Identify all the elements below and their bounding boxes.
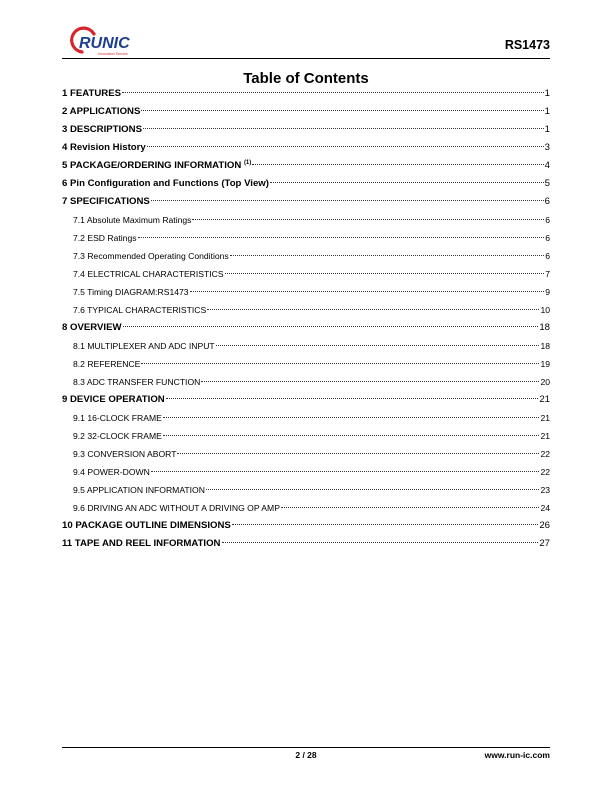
toc-entry-text: 9.6 DRIVING AN ADC WITHOUT A DRIVING OP AMP — [73, 503, 280, 513]
toc-entry[interactable] — [62, 229, 550, 247]
toc-entry-title — [62, 193, 150, 211]
toc-entry-page: 26 — [539, 520, 550, 531]
toc-entry-text: 4 Revision History — [62, 142, 146, 153]
dot-leader — [141, 363, 539, 364]
dot-leader — [222, 542, 539, 543]
toc-entry-text: 9.5 APPLICATION INFORMATION — [73, 485, 205, 495]
part-number: RS1473 — [504, 38, 550, 52]
toc-entry-title — [62, 85, 121, 103]
toc-entry[interactable] — [62, 337, 550, 355]
toc-entry-page: 5 — [544, 178, 550, 189]
toc-entry-text: 10 PACKAGE OUTLINE DIMENSIONS — [62, 520, 231, 531]
toc-entry-text: 8 OVERVIEW — [62, 322, 122, 333]
toc-entry-text: 7.5 Timing DIAGRAM:RS1473 — [73, 287, 189, 297]
dot-leader — [147, 146, 544, 147]
toc-entry-page: 21 — [540, 431, 550, 441]
dot-leader — [163, 435, 540, 436]
toc-entry-page: 9 — [545, 287, 550, 297]
toc-entry-title — [73, 463, 150, 481]
toc-entry[interactable] — [62, 85, 550, 103]
dot-leader — [252, 164, 543, 165]
toc-entry-page: 6 — [545, 233, 550, 243]
toc-entry[interactable] — [62, 427, 550, 445]
toc-entry-title — [73, 481, 205, 499]
toc-entry[interactable] — [62, 391, 550, 409]
toc-entry-page: 6 — [545, 215, 550, 225]
toc-entry-text: 11 TAPE AND REEL INFORMATION — [62, 538, 221, 549]
footer-divider — [62, 747, 550, 748]
dot-leader — [232, 524, 539, 525]
toc-entry[interactable] — [62, 283, 550, 301]
toc-entry[interactable] — [62, 319, 550, 337]
dot-leader — [151, 200, 544, 201]
toc-entry-text: 7 SPECIFICATIONS — [62, 196, 150, 207]
toc-entry-title — [73, 355, 140, 373]
toc-entry-text: 7.3 Recommended Operating Conditions — [73, 251, 229, 261]
toc-entry-text: 8.1 MULTIPLEXER AND ADC INPUT — [73, 341, 215, 351]
toc-entry[interactable] — [62, 409, 550, 427]
toc-entry-page: 4 — [544, 160, 550, 171]
table-of-contents — [62, 85, 550, 553]
toc-entry-title — [62, 175, 269, 193]
toc-entry-page: 21 — [540, 413, 550, 423]
toc-entry-text: 6 Pin Configuration and Functions (Top View) — [62, 178, 269, 189]
toc-entry-title — [73, 247, 229, 265]
logo-wordmark: RUNIC — [79, 35, 130, 52]
toc-entry-page: 19 — [540, 359, 550, 369]
toc-entry-page: 20 — [540, 377, 550, 387]
toc-entry-text: 9.4 POWER-DOWN — [73, 467, 150, 477]
toc-entry-page: 1 — [544, 88, 550, 99]
toc-entry-text: 8.2 REFERENCE — [73, 359, 141, 369]
dot-leader — [216, 345, 540, 346]
toc-entry[interactable] — [62, 535, 550, 553]
toc-entry-page: 24 — [540, 503, 550, 513]
toc-entry-text: 9.2 32-CLOCK FRAME — [73, 431, 162, 441]
page-header — [62, 24, 550, 60]
toc-entry[interactable] — [62, 499, 550, 517]
toc-entry[interactable] — [62, 139, 550, 157]
toc-entry-page: 22 — [540, 467, 550, 477]
toc-title: Table of Contents — [243, 70, 369, 87]
toc-entry-title — [73, 283, 189, 301]
toc-entry-text: 7.6 TYPICAL CHARACTERISTICS — [73, 305, 207, 315]
toc-entry[interactable] — [62, 517, 550, 535]
toc-entry-page: 1 — [544, 106, 550, 117]
dot-leader — [230, 255, 544, 256]
toc-entry-title — [73, 337, 215, 355]
toc-entry[interactable] — [62, 103, 550, 121]
toc-entry-page: 23 — [540, 485, 550, 495]
toc-entry-footnote-marker: (1) — [243, 159, 252, 166]
toc-entry[interactable] — [62, 157, 550, 175]
toc-entry-title — [62, 319, 122, 337]
toc-entry-title — [62, 535, 221, 553]
toc-entry-page: 18 — [539, 322, 550, 333]
toc-entry-title — [73, 211, 191, 229]
toc-entry-text: 7.1 Absolute Maximum Ratings — [73, 215, 192, 225]
toc-entry-page: 3 — [544, 142, 550, 153]
toc-entry-text: 1 FEATURES — [62, 88, 121, 99]
toc-entry-title — [62, 391, 165, 409]
toc-entry-title — [73, 409, 162, 427]
toc-entry-text: 7.2 ESD Ratings — [73, 233, 137, 243]
website-link[interactable]: www.run-ic.com — [484, 750, 550, 760]
toc-entry[interactable] — [62, 301, 550, 319]
toc-entry[interactable] — [62, 247, 550, 265]
toc-entry[interactable] — [62, 193, 550, 211]
toc-entry[interactable] — [62, 175, 550, 193]
toc-entry-page: 1 — [544, 124, 550, 135]
toc-entry-title — [73, 499, 280, 517]
toc-entry-text: 8.3 ADC TRANSFER FUNCTION — [73, 377, 201, 387]
toc-entry-title — [73, 373, 200, 391]
toc-entry-page: 6 — [545, 251, 550, 261]
toc-entry-title — [73, 445, 176, 463]
dot-leader — [143, 128, 544, 129]
toc-entry[interactable] — [62, 355, 550, 373]
dot-leader — [206, 489, 539, 490]
toc-entry-title — [73, 229, 137, 247]
dot-leader — [122, 92, 544, 93]
toc-entry-text: 9 DEVICE OPERATION — [62, 394, 165, 405]
toc-entry-title — [62, 139, 146, 157]
dot-leader — [190, 291, 545, 292]
dot-leader — [207, 309, 539, 310]
dot-leader — [201, 381, 539, 382]
toc-entry[interactable] — [62, 265, 550, 283]
logo-tagline: Innovation Service — [98, 52, 128, 56]
page-indicator: 2 / 28 — [295, 750, 317, 760]
toc-entry-page: 6 — [544, 196, 550, 207]
toc-entry-text: 7.4 ELECTRICAL CHARACTERISTICS — [73, 269, 224, 279]
toc-entry-page: 18 — [540, 341, 550, 351]
toc-entry-title — [62, 517, 231, 535]
toc-entry[interactable] — [62, 445, 550, 463]
toc-entry-title — [62, 103, 140, 121]
dot-leader — [177, 453, 539, 454]
dot-leader — [225, 273, 545, 274]
toc-entry-text: 5 PACKAGE/ORDERING INFORMATION — [62, 160, 242, 171]
toc-entry-page: 7 — [545, 269, 550, 279]
dot-leader — [163, 417, 540, 418]
toc-entry-title — [73, 427, 162, 445]
toc-entry[interactable] — [62, 373, 550, 391]
toc-entry-page: 10 — [540, 305, 550, 315]
dot-leader — [270, 182, 544, 183]
dot-leader — [141, 110, 543, 111]
toc-entry-text: 9.1 16-CLOCK FRAME — [73, 413, 162, 423]
toc-entry-page: 21 — [539, 394, 550, 405]
header-divider — [62, 58, 550, 59]
toc-entry[interactable] — [62, 481, 550, 499]
runic-logo — [68, 26, 148, 58]
toc-entry-page: 22 — [540, 449, 550, 459]
dot-leader — [123, 326, 539, 327]
toc-entry[interactable] — [62, 121, 550, 139]
toc-entry-page: 27 — [539, 538, 550, 549]
toc-entry[interactable] — [62, 211, 550, 229]
dot-leader — [166, 398, 539, 399]
toc-entry[interactable] — [62, 463, 550, 481]
toc-entry-title — [62, 157, 251, 175]
toc-entry-text: 9.3 CONVERSION ABORT — [73, 449, 177, 459]
toc-entry-title — [62, 121, 142, 139]
dot-leader — [138, 237, 545, 238]
dot-leader — [192, 219, 544, 220]
dot-leader — [151, 471, 540, 472]
toc-entry-title — [73, 301, 206, 319]
toc-entry-text: 2 APPLICATIONS — [62, 106, 141, 117]
toc-entry-title — [73, 265, 224, 283]
dot-leader — [281, 507, 540, 508]
toc-entry-text: 3 DESCRIPTIONS — [62, 124, 142, 135]
